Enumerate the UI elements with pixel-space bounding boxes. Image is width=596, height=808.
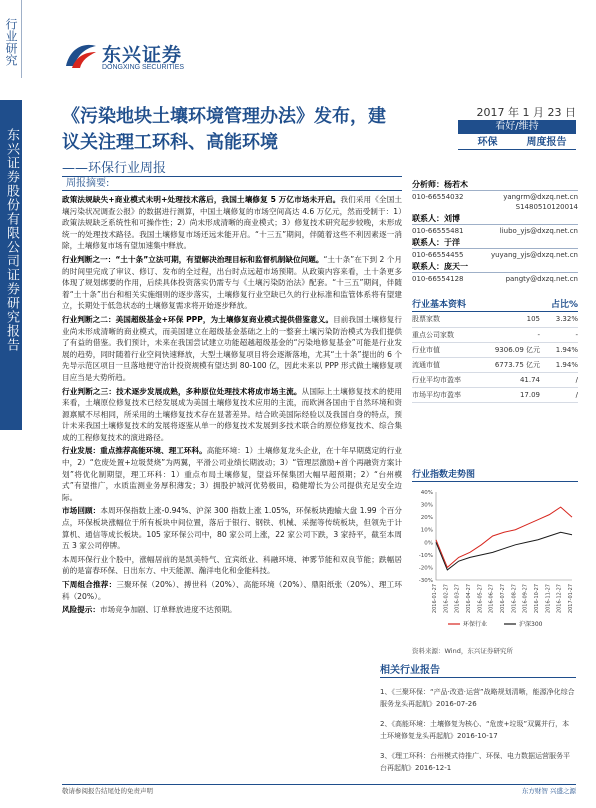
logo-mark-icon — [62, 40, 98, 72]
index-chart — [412, 468, 578, 636]
sidebar-top-label: 行业研究 — [4, 18, 18, 66]
x-tick-label: 2016-02-27 — [443, 584, 450, 614]
contact-email[interactable]: liubo_yjs@dxzq.net.cn — [499, 227, 578, 235]
report-date: 2017 年 1 月 23 日 — [476, 106, 576, 119]
contact-info: 010-66555481 liubo_yjs@dxzq.net.cn — [412, 227, 578, 235]
table-row: 重点公司家数 - - — [412, 327, 578, 342]
analyst-name: 分析师：杨若木 — [412, 178, 578, 191]
rating-badge: 看好/维持 — [458, 120, 576, 134]
tag-type: 周度报告 — [517, 136, 576, 150]
contact-email[interactable]: yuyang_yjs@dxzq.net.cn — [490, 251, 578, 259]
table-row: 流通市值 6773.75 亿元 1.94% — [412, 357, 578, 372]
x-tick-label: 2016-12-27 — [556, 584, 563, 614]
x-tick-label: 2016-03-27 — [454, 584, 461, 614]
contact-block — [412, 212, 578, 236]
chart-source: 资料来源：Wind，东兴证券研究所 — [412, 647, 513, 655]
x-tick-label: 2016-07-27 — [500, 584, 506, 614]
table-row: 行业平均市盈率 41.74 / — [412, 372, 578, 387]
report-tags — [458, 136, 576, 150]
table-row: 行业市值 9306.09 亿元 1.94% — [412, 342, 578, 357]
basic-data-table — [412, 312, 578, 403]
table-row: 市场平均市盈率 17.09 / — [412, 387, 578, 402]
sidebar — [0, 0, 22, 808]
company-logo — [62, 40, 222, 80]
sidebar-bottom — [0, 100, 22, 430]
related-reports — [380, 664, 576, 782]
analyst-contact: 010-66554032 yangrm@dxzq.net.cn — [412, 193, 578, 201]
related-item[interactable]: 3、《理工环科：台州模式待推广、环保、电力数据运营服务平台再起航》2016-12-1 — [380, 752, 570, 772]
summary-paragraph: 行业判断之二：美国超级基金+环保 PPP，为土壤修复商业模式提供借鉴意义。目前我国土壤修复行业尚未形成清晰的商业模式，而美国建立在超级基金基础之上的一整套土壤污染防治模式为我们提供了有益的借鉴。我们预计，未来在我国尝试建立功能超越超级基金的“污染地修复基金”可能是行业发展的趋势，同时随着行业空间快速释放，大型土壤修复项目将会逐渐落地，尤其“土十条”提出的 6 个先导示范区项目一旦落地便守治计投资规模有望达到 80-100 亿，因此未来以 PPP 形式做土壤修复项目应当是大势所趋。 — [62, 314, 403, 382]
summary-paragraph: 本周环保行业个股中，涨幅居前的是凯美特气、宜宾纸业、科融环境、神雾节能和双良节能；跌幅居前的是富春环保、日出东方、中天能源、瀚洋电化和金能科技。 — [62, 554, 402, 576]
right-column — [412, 178, 578, 403]
x-tick-label: 2016-06-27 — [488, 584, 495, 614]
x-tick-label: 2017-01-27 — [568, 584, 574, 614]
related-list — [380, 686, 576, 774]
y-tick-label: 10% — [420, 527, 433, 534]
summary-paragraph: 行业发展：重点推荐高能环境、理工环科。高能环境：1）土壤修复龙头企业，在十年早期奠定的行业中，2）“危废处置+垃圾焚烧”为两翼，平滑公司业绩长期波动；3）“管理层激励+首个再融资方案计划”将优化制期望，理工环科：1）重点布局土壤修复，望益环保集团大幅早超预期；2）“台州模式”有望推广，水质监测业务厚积薄发；3）拥股护城河优势极田，稳健增长为公司提供充足安全边际。 — [62, 446, 402, 502]
y-tick-label: -30% — [418, 578, 433, 584]
logo-en-text: DONGXING SECURITIES — [102, 64, 185, 71]
contact-block — [412, 236, 578, 260]
y-tick-label: 30% — [420, 502, 433, 509]
page-footer — [62, 784, 576, 796]
related-item[interactable]: 1、《三聚环保：“产品·改造·运营”战略规划清晰，能源净化综合服务龙头再起航》2016-07-26 — [380, 688, 575, 708]
y-tick-label: 20% — [420, 515, 433, 522]
sidebar-top — [0, 0, 22, 78]
x-tick-label: 2016-09-27 — [522, 584, 529, 614]
summary-paragraph: 政策法规缺失+商业模式未明+处理技术落后，我国土壤修复 5 万亿市场未开启。我们采用《全国土壤污染状况调查公报》的数据进行测算，中国土壤修复的市场空间高达 4.6 万亿元，然而受制于：1）政策法规缺乏系统性和可操作性；2）尚未形成清晰的商业模式；3）修复技术研究起步较晚，未形成统一的处理技术路径。我国土壤修复市场还远未能开启。“十三五”期间，伴随着这些不利因素逐一消除，土壤修复市场有望加速集中释放。 — [62, 195, 403, 251]
basic-data-heading: 行业基本资料 占比% — [412, 300, 578, 310]
legend-label: 沪深300 — [519, 621, 543, 628]
y-tick-label: -20% — [418, 565, 433, 572]
contact-info: 010-66554128 pangty@dxzq.net.cn — [412, 275, 578, 283]
x-tick-label: 2016-05-27 — [477, 584, 484, 614]
analyst-email[interactable]: yangrm@dxzq.net.cn — [503, 193, 578, 201]
x-tick-label: 2016-01-27 — [432, 584, 438, 614]
tag-industry: 环保 — [458, 136, 517, 150]
summary-paragraph: 市场回顾：本周环保指数上涨-0.94%、沪深 300 指数上涨 1.05%，环保板块跑输大盘 1.99 个百分点，环保板块涨幅位于所有板块中间位置，落后于银行、钢铁、机械、采掘等传统板块，但领先于计算机、通信等成长板块。105 家环保公司中，80 家公司上涨，22 家公司下跌，3 家持平，截至本周五 3 家公司停牌。 — [62, 506, 402, 551]
table-row: 股票家数 105 3.32% — [412, 312, 578, 327]
y-tick-label: 40% — [420, 490, 433, 496]
chart-axis — [436, 492, 572, 580]
contact-email[interactable]: pangty@dxzq.net.cn — [505, 275, 578, 283]
legend-label: 环保行业 — [463, 621, 488, 628]
logo-cn-text: 东兴证券 — [102, 44, 183, 66]
x-tick-label: 2016-10-27 — [534, 584, 540, 614]
report-title: 《污染地块土壤环境管理办法》发布，建议关注理工环科、高能环境 — [62, 106, 386, 153]
analyst-cert: S1480510120014 — [515, 203, 578, 211]
contact-name: 联系人：刘博 — [412, 212, 578, 225]
y-tick-label: -10% — [418, 552, 433, 559]
summary-paragraph: 下周组合推荐：三聚环保（20%）、搏世科（20%）、高能环境（20%）、鼎阳纸张（20%）、理工环科（20%）。 — [62, 580, 403, 601]
summary-paragraph: 风险提示：市场竞争加剧、订单释放进度不达预期。 — [62, 605, 237, 615]
y-tick-label: 0% — [424, 540, 433, 547]
contact-name: 联系人：于洋 — [412, 236, 578, 249]
footer-slogan: 东方财智 兴盛之源 — [521, 787, 576, 795]
summary-heading: 周报摘要: — [62, 176, 402, 191]
x-tick-label: 2016-04-27 — [466, 584, 472, 614]
summary-paragraph: 行业判断之三：技术逐步发展成熟，多种原位处理技术将成市场主流。从国际上土壤修复技术的使用来看，土壤原位修复技术已经发展成为美国土壤修复技术应用的主流，而欧洲各国由于自然环境和资源禀赋不尽相同，所采用的土壤修复技术存在显著差异。结合欧美国际经验以及我国自身的特点，预计未来我国土壤修复技术的发展将逐鉴从单一的修复技术发展到多技术联合的原位修复技术、综合集成的工程修复技术的演进路径。 — [62, 386, 402, 442]
series-line-industry — [436, 507, 572, 567]
x-tick-label: 2016-08-27 — [511, 584, 518, 614]
sidebar-bottom-label: 东兴证券股份有限公司证券研究报告 — [4, 128, 19, 352]
contact-block — [412, 260, 578, 284]
x-tick-label: 2016-11-27 — [545, 584, 552, 614]
index-chart-svg — [412, 482, 578, 632]
series-line-hs300 — [436, 532, 572, 570]
analyst-block — [412, 178, 578, 212]
chart-heading: 行业指数走势图 — [412, 468, 578, 482]
contact-info: 010-66554455 yuyang_yjs@dxzq.net.cn — [412, 251, 578, 259]
summary-paragraph: 行业判断之一：“土十条”立法可期，有望解决治理目标和监督机制缺位问题。“土十条”在下到 2 个月的时间里完成了审议、修订、发布的全过程，出台时点远超市场预期。从政策内容来看，土十条更多体现了规划绑要的作用，后续具体投资落实仍需专与《土壤污染防治法》配套。“十三五”期间，伴随着“土十条”出台和相关实施细则的逐步落实，土壤修复行业空缺已久的行业标准和监管体系将有望建立，长期处于低急状态的土壤修复需求将开始逐步释放。 — [62, 254, 403, 311]
summary-body — [62, 194, 402, 618]
footer-disclaimer: 敬请参阅报告结尾处的免责声明 — [62, 787, 153, 795]
related-heading: 相关行业报告 — [380, 664, 576, 678]
related-item[interactable]: 2、《高能环境：土壤修复为核心、“危废+垃圾”双翼并行，本土环境修复龙头再起航》2016-10-17 — [380, 720, 570, 740]
report-subtitle: ——环保行业周报 — [62, 161, 167, 176]
contact-name: 联系人：庞天一 — [412, 260, 578, 273]
